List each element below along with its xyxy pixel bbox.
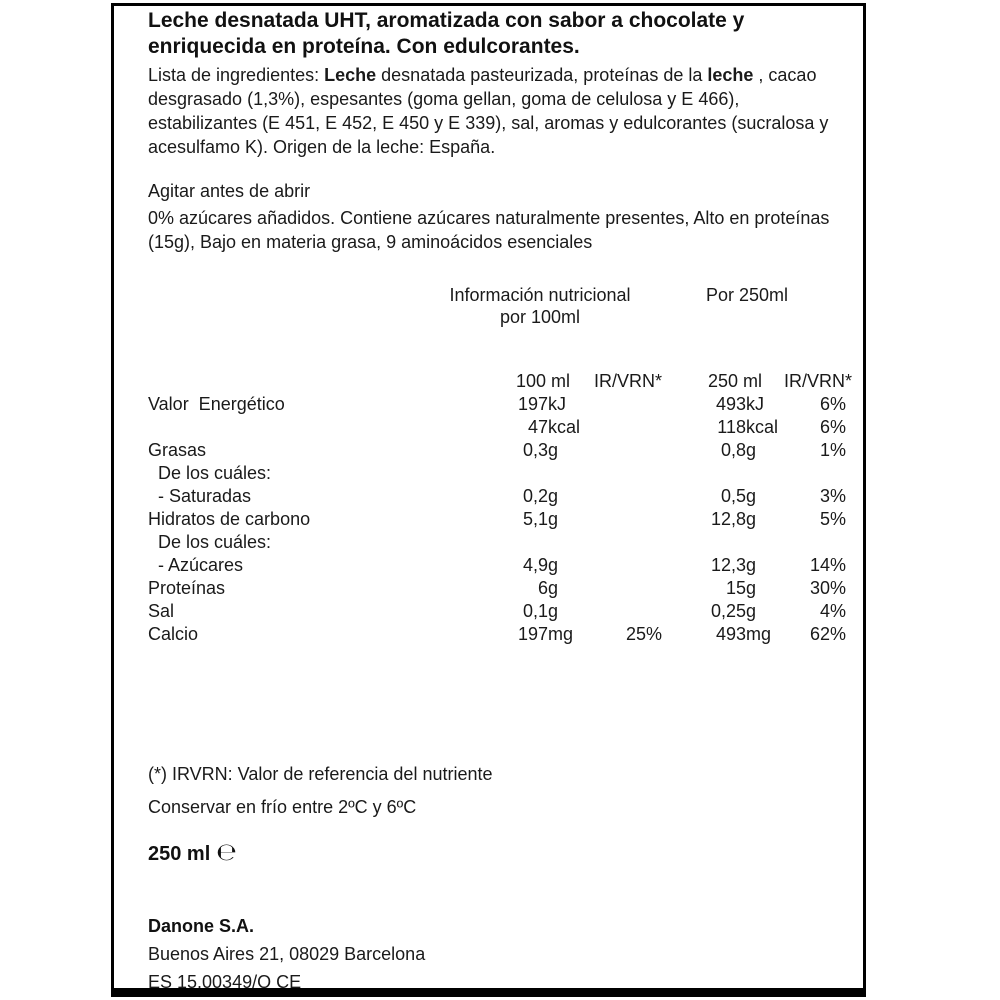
ingredients-rest: , cacao desgrasado (1,3%), espesantes (goma gellan, goma de celulosa y E 466), estabilizantes (E 451, E 452, E 450 y E 339), sal, aromas y edulcorantes (sucralosa y acesulfamo K). Origen de la leche: España. (148, 65, 829, 157)
col-header-irvrn-250: IR/VRN* (784, 371, 853, 391)
col-header-irvrn-100: IR/VRN* (593, 371, 662, 391)
ingredients-bold-leche: Leche (324, 65, 377, 85)
volume-value: 250 ml (148, 843, 211, 865)
per-100ml-header-line1: Información nutricional (449, 285, 631, 305)
manufacturer-name: Danone S.A. (148, 916, 255, 936)
table-row-energy-kcal: 47 kcal 118 kcal 6% (527, 417, 846, 437)
storage-instructions: Conservar en frío entre 2ºC y 6ºC (148, 797, 417, 817)
product-title: Leche desnatada UHT, aromatizada con sabor a chocolate y enriquecida en proteína. Con edulcorantes. (148, 9, 745, 58)
ingredients-bold-leche2: leche (707, 65, 754, 85)
table-row-salt: Sal 0,1 g 0,25 g 4% (148, 601, 846, 621)
nutrition-column-headers (148, 370, 853, 393)
table-row-calcium: Calcio 197 mg 25% 493 mg 62% (148, 624, 846, 644)
table-row-protein: Proteínas 6 g 15 g 30% (148, 578, 846, 598)
table-row-saturates: - Saturadas 0,2 g 0,5 g 3% (158, 486, 846, 506)
irvrn-footnote: (*) IRVRN: Valor de referencia del nutriente (148, 764, 493, 784)
net-volume (148, 839, 846, 867)
estimated-sign: ℮ (216, 838, 237, 866)
table-row-sugars: - Azúcares 4,9 g 12,3 g 14% (158, 555, 846, 575)
manufacturer-address: Buenos Aires 21, 08029 Barcelona (148, 944, 426, 964)
col-header-100ml: 100 ml (515, 371, 570, 391)
shake-before-opening-note: Agitar antes de abrir (148, 181, 311, 201)
empty-header-cell (148, 370, 448, 393)
table-row-carbohydrates: Hidratos de carbono 5,1 g 12,8 g 5% (148, 509, 846, 529)
table-row-energy-kj: Valor Energético 197 kJ 493 kJ 6% (148, 394, 846, 414)
per-100ml-header-line2: por 100ml (499, 307, 581, 327)
per-100ml-header (400, 284, 680, 328)
health-registry-number: ES 15.00349/O CE (148, 972, 302, 992)
table-row-fat: Grasas 0,3 g 0,8 g 1% (148, 440, 846, 460)
ingredients-lead: Lista de ingredientes: (148, 65, 325, 85)
ingredients-mid: desnatada pasteurizada, proteínas de la (376, 65, 708, 85)
manufacturer-block (148, 912, 846, 996)
ingredients-text (148, 63, 846, 159)
nutrition-claims-text: 0% azúcares añadidos. Contiene azúcares naturalmente presentes, Alto en proteínas (15g), Bajo en materia grasa, 9 aminoácidos esenciales (148, 208, 830, 252)
col-header-250ml: 250 ml (707, 371, 762, 391)
per-250ml-header: Por 250ml (705, 285, 789, 305)
nutrition-table-header (148, 284, 846, 328)
table-row-of-which-fat: De los cuáles: (158, 463, 272, 483)
product-label (111, 3, 866, 997)
table-row-of-which-carbs: De los cuáles: (158, 532, 272, 552)
nutrition-table (148, 370, 853, 646)
